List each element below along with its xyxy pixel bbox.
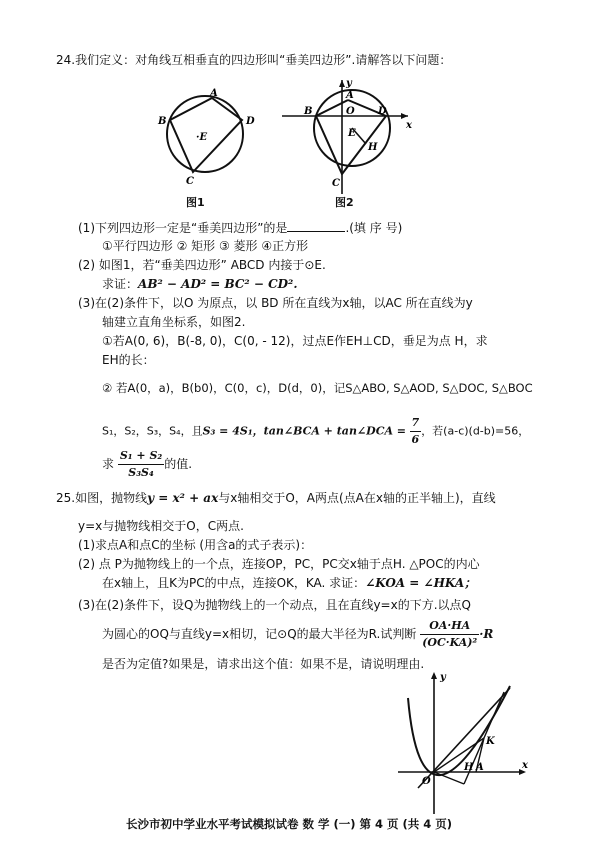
tan-eq: ，tan∠BCA + tan∠DCA =	[252, 424, 407, 438]
fig2-label-a: A	[346, 90, 354, 101]
q24-part3-i-line2: EH的长：	[102, 353, 155, 367]
find-suffix: 的值.	[164, 457, 193, 471]
fig1-label-e: ·E	[196, 132, 208, 143]
fig25-label-h: H	[464, 762, 474, 773]
fig2-label-d: D	[378, 106, 387, 117]
prove-equation: AB² − AD² = BC² − CD².	[138, 277, 298, 291]
fig25-segment-op	[434, 772, 464, 784]
find-label: 求	[102, 457, 115, 471]
q25-l5-a: 在x轴上，且K为PC的中点，连接OK，KA. 求证：	[102, 576, 366, 590]
prove-label: 求证：	[102, 277, 139, 291]
fraction-s	[118, 448, 164, 481]
q25-l1-a: 25.如图，抛物线	[56, 491, 148, 505]
q25-line2: y=x与抛物线相交于O，C两点.	[78, 519, 244, 533]
q24-intro: 24.我们定义：对角线互相垂直的四边形叫“垂美四边形”.请解答以下问题：	[56, 53, 452, 67]
fraction-s-den: S₃S₄	[128, 466, 154, 479]
q24-part3-ii-line1: ② 若A(0，a)，B(b0)，C(0，c)，D(d，0)，记S△ABO, S△AOD, S△DOC, S△BOC	[102, 381, 533, 395]
fraction-oa	[420, 618, 479, 651]
fig25-label-a: A	[476, 762, 484, 773]
q25-line8: 是否为定值?如果是，请求出这个值：如果不是，请说明理由.	[102, 657, 425, 671]
q25-line4: (2) 点 P为抛物线上的一个点，连接OP，PC，PC交x轴于点H. △POC的内心	[78, 557, 480, 571]
answer-blank[interactable]	[287, 220, 345, 232]
fig2-label-b: B	[304, 106, 313, 117]
fig2-label-x: x	[406, 120, 412, 131]
q24-part2-prove	[102, 276, 298, 292]
fig1-label-b: B	[158, 116, 167, 127]
s-list: S₁，S₂，S₃，S₄，且	[102, 424, 203, 438]
q24-part3-ii-line2	[102, 415, 529, 448]
q24-part3-line2: 轴建立直角坐标系，如图2.	[102, 315, 246, 329]
fig1-label-d: D	[246, 116, 255, 127]
q24-part1	[78, 220, 402, 236]
times-r: ·R	[479, 627, 494, 641]
fig2-label-y: y	[346, 78, 352, 89]
fraction-oa-num: OA·HA	[420, 618, 479, 635]
q24-part3-i-line1: ①若A(0, 6)，B(-8, 0)，C(0, - 12)，过点E作EH⊥CD，垂足为点 H，求	[102, 334, 488, 348]
q25-line5	[102, 575, 476, 591]
figure-25	[398, 668, 538, 818]
fig2-label-c: C	[332, 178, 340, 189]
fig25-label-o: O	[422, 776, 431, 787]
q25-line6: (3)在(2)条件下，设Q为抛物线上的一个动点，且在直线y=x的下方.以点Q	[78, 598, 471, 612]
fraction-7-6	[410, 415, 422, 448]
q24-part3-line1: (3)在(2)条件下，以O 为原点，以 BD 所在直线为x轴，以AC 所在直线为y	[78, 296, 473, 310]
fig25-parabola	[408, 686, 510, 775]
q24-options: ①平行四边形 ② 矩形 ③ 菱形 ④正方形	[102, 239, 309, 253]
figure-1	[150, 86, 270, 186]
q25-line7	[102, 618, 493, 651]
q25-line1	[56, 490, 496, 506]
fig2-label-h: H	[368, 142, 378, 153]
q24-part1-text: (1)下列四边形一定是“垂美四边形”的是	[78, 221, 288, 235]
page-footer: 长沙市初中学业水平考试模拟试卷 数 学 (一) 第 4 页 (共 4 页)	[126, 817, 453, 831]
figure-2	[276, 78, 416, 198]
fig2-caption: 图2	[335, 196, 354, 209]
fig25-label-y: y	[440, 672, 446, 683]
condition: ，若(a-c)(d-b)=56，	[421, 424, 530, 438]
fig2-label-e: E	[348, 128, 356, 139]
fraction-oa-den: (OC·KA)²	[422, 636, 478, 649]
q25-l7-a: 为圆心的OQ与直线y=x相切，记⊙Q的最大半径为R.试判断	[102, 627, 417, 641]
angle-eq: ∠KOA = ∠HKA；	[365, 576, 477, 590]
fig25-label-x: x	[522, 760, 528, 771]
parabola-eq: y = x² + ax	[147, 491, 219, 505]
fraction-den: 6	[411, 433, 420, 446]
fig2-label-o: O	[346, 106, 355, 117]
fig1-label-a: A	[210, 88, 218, 99]
fig25-line-yx	[418, 688, 510, 788]
fig1-label-c: C	[186, 176, 194, 186]
fraction-s-num: S₁ + S₂	[118, 448, 164, 465]
fraction-num: 7	[410, 415, 422, 432]
fig1-caption: 图1	[186, 196, 205, 209]
q25-line3: (1)求点A和点C的坐标 (用含a的式子表示)：	[78, 538, 313, 552]
s3-eq: S₃ = 4S₁	[202, 424, 253, 438]
q24-part3-ii-line3	[102, 448, 192, 481]
q24-part2: (2) 如图1，若“垂美四边形” ABCD 内接于⊙E.	[78, 258, 326, 272]
fig25-label-k: K	[486, 736, 495, 747]
q25-l1-b: 与x轴相交于O，A两点(点A在x轴的正半轴上)，直线	[218, 491, 496, 505]
q24-part1-suffix: .(填 序 号)	[345, 221, 403, 235]
